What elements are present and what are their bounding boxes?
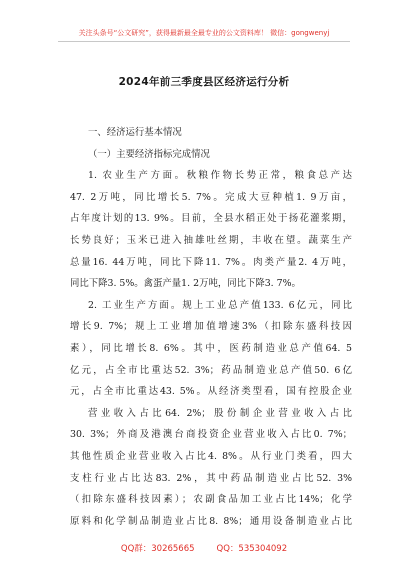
header-note: 关注头条号“公文研究”，获得最新最全最专业的公文资料库！ 微信：gongwenyj (78, 29, 330, 37)
footer-qq-group: QQ群：30265665 (120, 544, 195, 554)
body-line: 总量16. 44万吨，同比下降11. 7%。肉类产量2. 4万吨， (70, 256, 352, 268)
body-line: 30. 3%；外商及港澳台商投资企业营业收入占比0. 7%； (70, 429, 352, 441)
body-line: 元，占全市比重达43. 5%。从经济类型看，国有控股企业 (70, 386, 352, 398)
subsection-heading: （一）主要经济指标完成情况 (88, 148, 210, 160)
body-line: 营业收入占比64. 2%；股份制企业营业收入占比 (88, 407, 352, 419)
body-line: （扣除东盛科技因素）；农副食品加工业占比14%；化学 (70, 494, 352, 506)
header-divider (58, 41, 350, 42)
body-line: 支柱行业占比达83. 2%，其中药品制造业占比52. 3% (70, 472, 352, 484)
footer-qq: QQ：535304092 (216, 544, 288, 554)
section-heading: 一、经济运行基本情况 (88, 127, 182, 138)
document-title: 2024年前三季度县区经济运行分析 (118, 76, 290, 88)
body-line: 长势良好；玉米已进入抽雄吐丝期，丰收在望。蔬菜生产 (70, 234, 352, 246)
footer-contact (0, 542, 408, 554)
body-line: 1. 农业生产方面。秋粮作物长势正常，粮食总产达 (88, 170, 352, 182)
body-line: 原料和化学制品制造业占比8. 8%；通用设备制造业占比 (70, 515, 352, 527)
body-line: 2. 工业生产方面。规上工业总产值133. 6亿元，同比 (88, 299, 352, 311)
body-line: 占年度计划的13. 9%。目前，全县水稻正处于扬花灌浆期， (70, 213, 352, 225)
body-line: 47. 2万吨，同比增长5. 7%。完成大豆种植1. 9万亩， (70, 191, 352, 203)
document-body (70, 122, 352, 532)
body-line: 亿元，占全市比重达52. 3%；药品制造业总产值50. 6亿 (70, 364, 352, 376)
body-line: 其他性质企业营业收入占比4. 8%。从行业门类看，四大 (70, 450, 352, 462)
body-line: 增长9. 7%；规上工业增加值增速3%（扣除东盛科技因 (70, 321, 352, 333)
body-line: 素），同比增长8. 6%。其中，医药制造业总产值64. 5 (70, 342, 352, 354)
body-line: 同比下降3. 5%。禽蛋产量1. 2万吨，同比下降3. 7%。 (70, 278, 301, 290)
